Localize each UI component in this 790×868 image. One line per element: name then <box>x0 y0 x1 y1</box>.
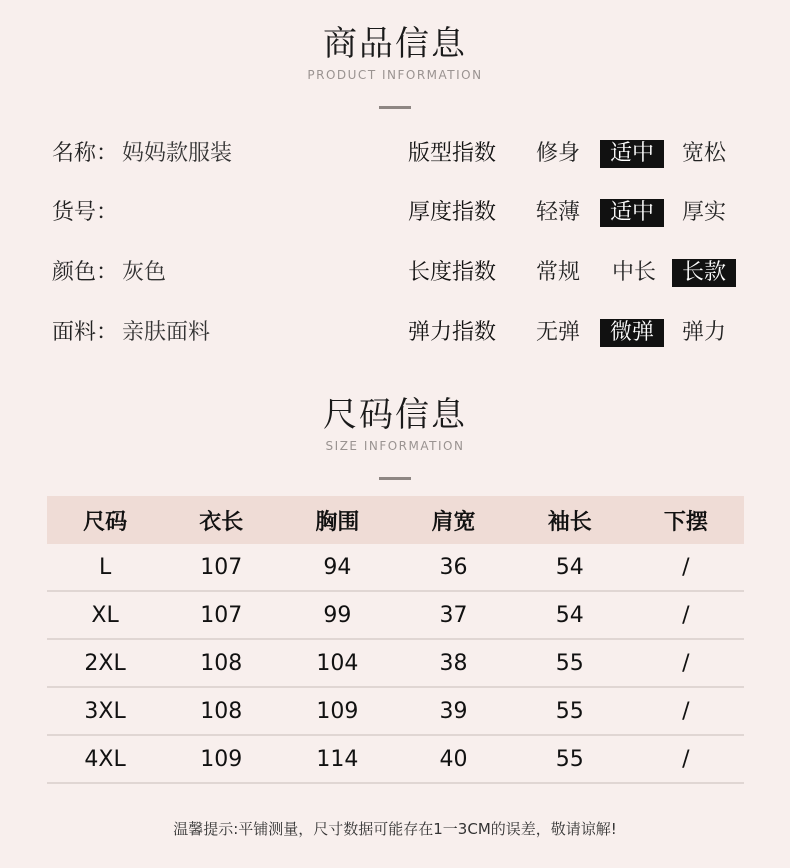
table-cell: 39 <box>395 687 511 735</box>
table-cell: XL <box>47 591 163 639</box>
table-cell: / <box>628 687 744 735</box>
index-name: 厚度指数 <box>408 200 497 225</box>
table-cell: 94 <box>279 544 395 591</box>
table-cell: 40 <box>395 735 511 783</box>
column-header: 袖长 <box>512 496 628 544</box>
product-info-header <box>0 24 790 109</box>
info-value: 灰色 <box>122 260 167 285</box>
size-info-subtitle: SIZE INFORMATION <box>325 439 465 453</box>
table-row <box>47 687 744 735</box>
info-value: 妈妈款服装 <box>122 141 233 166</box>
table-row <box>47 639 744 687</box>
table-cell: 55 <box>512 639 628 687</box>
info-row <box>0 317 790 349</box>
size-info-header <box>0 395 790 480</box>
index-option: 轻薄 <box>536 200 581 225</box>
index-option: 弹力 <box>682 320 727 345</box>
product-info-subtitle: PRODUCT INFORMATION <box>307 68 483 82</box>
measurement-tip: 温馨提示:平铺测量，尺寸数据可能存在1一3CM的误差，敬请谅解! <box>173 820 617 838</box>
table-cell: 37 <box>395 591 511 639</box>
column-header: 衣长 <box>163 496 279 544</box>
table-cell: 114 <box>279 735 395 783</box>
table-cell: 3XL <box>47 687 163 735</box>
index-option: 无弹 <box>536 320 581 345</box>
table-cell: L <box>47 544 163 591</box>
index-option: 修身 <box>536 141 581 166</box>
table-row <box>47 544 744 591</box>
column-header: 尺码 <box>47 496 163 544</box>
table-cell: 107 <box>163 544 279 591</box>
size-table <box>47 496 744 784</box>
info-label: 名称： <box>52 141 119 166</box>
table-cell: 38 <box>395 639 511 687</box>
table-cell: / <box>628 735 744 783</box>
info-label: 货号： <box>52 200 119 225</box>
table-cell: 99 <box>279 591 395 639</box>
table-cell: 55 <box>512 687 628 735</box>
info-label: 颜色： <box>52 260 119 285</box>
index-name: 版型指数 <box>408 141 497 166</box>
size-info-title: 尺码信息 <box>323 395 467 435</box>
table-cell: 109 <box>279 687 395 735</box>
table-cell: 104 <box>279 639 395 687</box>
table-row <box>47 735 744 783</box>
title-divider <box>379 106 411 109</box>
index-option: 厚实 <box>682 200 727 225</box>
table-cell: 107 <box>163 591 279 639</box>
info-label: 面料： <box>52 320 119 345</box>
table-cell: / <box>628 639 744 687</box>
table-row <box>47 591 744 639</box>
table-cell: 36 <box>395 544 511 591</box>
table-cell: 108 <box>163 639 279 687</box>
table-cell: 54 <box>512 591 628 639</box>
index-option: 适中 <box>600 140 664 168</box>
product-info-title: 商品信息 <box>323 24 467 64</box>
index-name: 弹力指数 <box>408 320 497 345</box>
index-option: 适中 <box>600 199 664 227</box>
info-value: 亲肤面料 <box>122 320 211 345</box>
index-option: 长款 <box>672 259 736 287</box>
info-row <box>0 257 790 289</box>
table-cell: / <box>628 591 744 639</box>
index-option: 常规 <box>536 260 581 285</box>
index-name: 长度指数 <box>408 260 497 285</box>
title-divider <box>379 477 411 480</box>
column-header: 胸围 <box>279 496 395 544</box>
index-option: 微弹 <box>600 319 664 347</box>
column-header: 下摆 <box>628 496 744 544</box>
table-cell: / <box>628 544 744 591</box>
column-header: 肩宽 <box>395 496 511 544</box>
table-cell: 4XL <box>47 735 163 783</box>
table-cell: 109 <box>163 735 279 783</box>
index-option: 中长 <box>612 260 657 285</box>
table-cell: 54 <box>512 544 628 591</box>
table-header-row <box>47 496 744 544</box>
info-row <box>0 138 790 170</box>
table-cell: 108 <box>163 687 279 735</box>
table-cell: 2XL <box>47 639 163 687</box>
info-row <box>0 197 790 229</box>
index-option: 宽松 <box>682 141 727 166</box>
table-cell: 55 <box>512 735 628 783</box>
